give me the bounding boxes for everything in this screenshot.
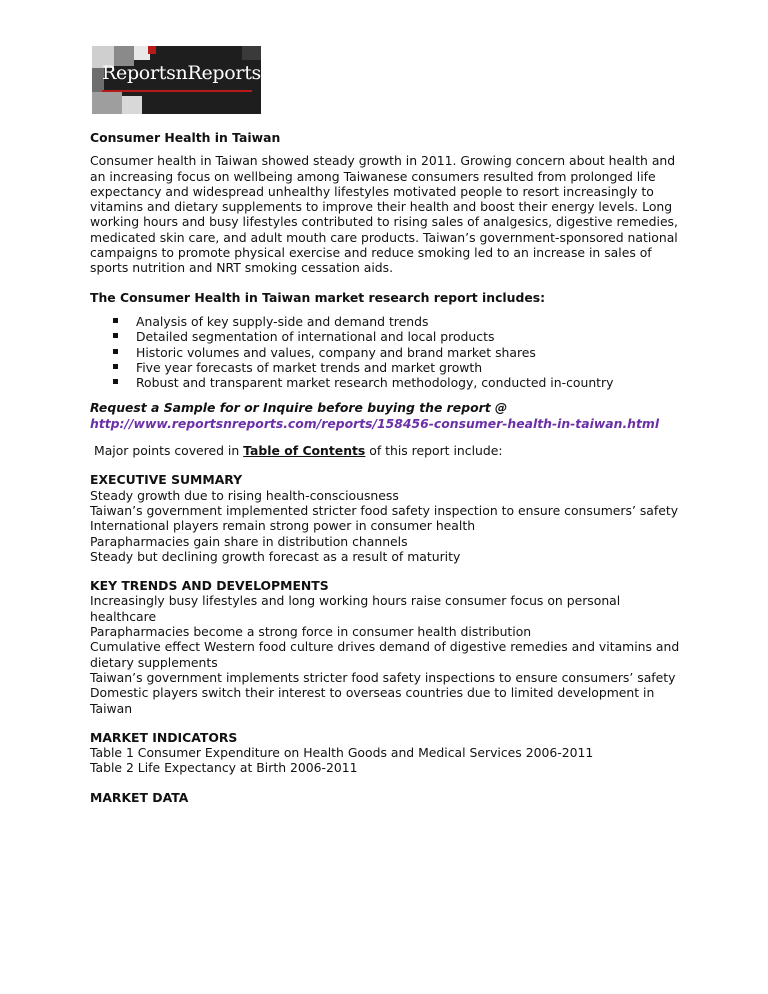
- section-market-indicators: [90, 730, 680, 776]
- includes-heading: The Consumer Health in Taiwan market research report includes:: [90, 289, 546, 305]
- section-line: International players remain strong power in consumer health: [90, 518, 476, 534]
- list-item: Five year forecasts of market trends and market growth: [90, 360, 680, 375]
- major-points-line: Major points covered in Table of Contents of this report include:: [94, 443, 503, 459]
- document-title: Consumer Health in Taiwan: [90, 130, 281, 145]
- list-item: Analysis of key supply-side and demand trends: [90, 314, 680, 329]
- document-body: [90, 130, 680, 819]
- section-line: Steady but declining growth forecast as a result of maturity: [90, 548, 461, 564]
- intro-paragraph: Consumer health in Taiwan showed steady growth in 2011. Growing concern about health and an increasing focus on wellbeing among Taiwanese consumers resulted from prolonged life expectancy and widespread unhealthy lifestyles motivated people to resort increasingly to vitamins and dietary supplements to improve their health and boost their energy levels. Long working hours and busy lifestyles contributed to rising sales of analgesics, digestive remedies, medicated skin care, and adult mouth care products. Taiwan’s government-sponsored national campaigns to promote physical exercise and reduce smoking led to an increase in sales of sports nutrition and NRT smoking cessation aids.: [90, 153, 678, 276]
- section-line: Cumulative effect Western food culture drives demand of digestive remedies and vitamins and dietary supplements: [90, 639, 680, 670]
- list-item: Historic volumes and values, company and brand market shares: [90, 345, 680, 360]
- includes-list: [90, 314, 680, 390]
- logo-underline: [102, 90, 252, 92]
- bullet-icon: [113, 364, 118, 369]
- bullet-icon: [113, 318, 118, 323]
- section-line: Parapharmacies gain share in distribution channels: [90, 533, 408, 549]
- section-line: Domestic players switch their interest to overseas countries due to limited development in Taiwan: [90, 685, 655, 716]
- report-link[interactable]: http://www.reportsnreports.com/reports/158456-consumer-health-in-taiwan.html: [90, 415, 660, 431]
- section-heading: KEY TRENDS AND DEVELOPMENTS: [90, 578, 329, 594]
- section-heading: EXECUTIVE SUMMARY: [90, 472, 243, 488]
- reportsnreports-logo: [92, 46, 261, 114]
- section-line: Parapharmacies become a strong force in consumer health distribution: [90, 624, 532, 640]
- toc-link[interactable]: Table of Contents: [243, 443, 366, 459]
- logo-text: ReportsnReports: [102, 62, 261, 84]
- section-line: Taiwan’s government implemented stricter food safety inspection to ensure consumers’ safety: [90, 502, 679, 518]
- bullet-icon: [113, 333, 118, 338]
- section-executive-summary: [90, 472, 680, 564]
- section-line: Table 1 Consumer Expenditure on Health Goods and Medical Services 2006-2011: [90, 745, 594, 761]
- section-heading: MARKET DATA: [90, 789, 189, 805]
- request-text: Request a Sample for or Inquire before buying the report @: [90, 400, 508, 416]
- section-line: Steady growth due to rising health-consciousness: [90, 487, 399, 503]
- list-item: Robust and transparent market research methodology, conducted in-country: [90, 375, 680, 390]
- section-key-trends: [90, 578, 680, 716]
- section-market-data: [90, 790, 680, 805]
- bullet-icon: [113, 379, 118, 384]
- list-item: Detailed segmentation of international and local products: [90, 329, 680, 344]
- section-line: Increasingly busy lifestyles and long working hours raise consumer focus on personal healthcare: [90, 593, 621, 624]
- request-sample: [90, 400, 680, 431]
- bullet-icon: [113, 349, 118, 354]
- section-heading: MARKET INDICATORS: [90, 729, 238, 745]
- section-line: Table 2 Life Expectancy at Birth 2006-2011: [90, 760, 358, 776]
- section-line: Taiwan’s government implements stricter food safety inspections to ensure consumers’ safety: [90, 669, 676, 685]
